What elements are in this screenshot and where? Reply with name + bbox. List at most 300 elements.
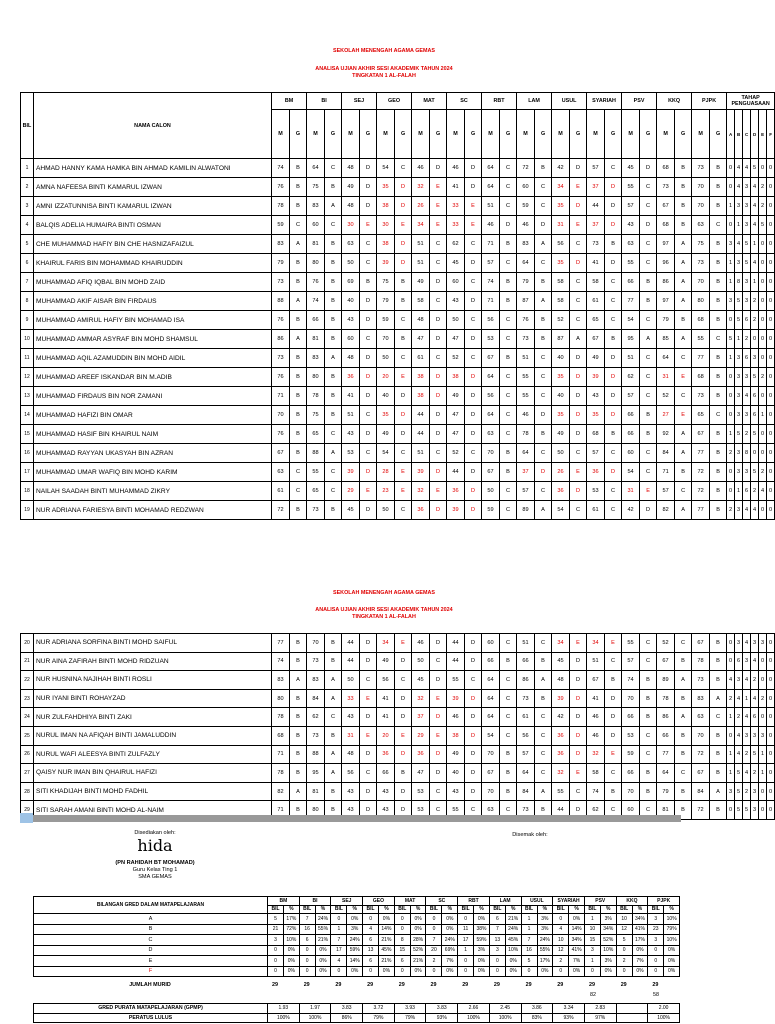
mark-cell: 43 — [622, 216, 640, 235]
mark-cell: 44 — [587, 197, 605, 216]
tahap-cell: 5 — [727, 330, 735, 349]
summary-count: 0 — [299, 945, 315, 956]
grade-cell: B — [290, 273, 307, 292]
row-number: 10 — [21, 330, 34, 349]
row-number: 27 — [21, 764, 34, 783]
grade-cell: B — [605, 782, 622, 801]
summary-pct: % — [632, 905, 648, 914]
mark-cell: 83 — [307, 197, 325, 216]
mark-cell: 72 — [692, 463, 710, 482]
mark-cell: 70 — [377, 330, 395, 349]
mark-cell: 44 — [552, 801, 570, 820]
summary-percent: 0% — [505, 956, 521, 967]
summary-count: 0 — [426, 914, 442, 925]
tahap-cell: 6 — [735, 652, 743, 671]
grade-cell: C — [465, 801, 482, 820]
col-g: G — [675, 110, 692, 159]
tahap-cell: 0 — [767, 801, 775, 820]
summary-percent: 41% — [569, 945, 585, 956]
col-tahap: TAHAP PENGUASAAN — [727, 93, 775, 110]
grade-cell: D — [430, 764, 447, 783]
grade-cell: C — [535, 197, 552, 216]
mark-cell: 55 — [447, 671, 465, 690]
grade-cell: B — [325, 726, 342, 745]
grade-cell: B — [605, 330, 622, 349]
grade-cell: C — [710, 708, 727, 727]
grade-cell: D — [395, 178, 412, 197]
grade-cell: B — [325, 235, 342, 254]
mark-cell: 43 — [342, 782, 360, 801]
mark-cell: 40 — [447, 764, 465, 783]
jumlah-value: 29 — [525, 982, 532, 988]
grade-cell: B — [325, 406, 342, 425]
summary-percent: 41% — [632, 924, 648, 935]
grade-cell: E — [465, 197, 482, 216]
mark-cell: 58 — [587, 764, 605, 783]
grade-cell: C — [710, 216, 727, 235]
summary-count: 0 — [489, 966, 505, 977]
summary-count: 12 — [553, 945, 569, 956]
tahap-cell: 0 — [759, 254, 767, 273]
mark-cell: 66 — [622, 273, 640, 292]
mark-cell: 43 — [377, 801, 395, 820]
summary-percent: 34% — [600, 924, 616, 935]
tahap-cell: 4 — [735, 745, 743, 764]
summary-count: 0 — [268, 966, 284, 977]
tahap-cell: 2 — [735, 708, 743, 727]
mark-cell: 76 — [272, 425, 290, 444]
grade-cell: B — [710, 764, 727, 783]
mark-cell: 42 — [622, 501, 640, 520]
mark-cell: 81 — [307, 782, 325, 801]
grade-cell: B — [710, 652, 727, 671]
tahap-cell: 4 — [735, 235, 743, 254]
mark-cell: 37 — [587, 178, 605, 197]
grade-cell: E — [605, 634, 622, 653]
grade-cell: B — [675, 652, 692, 671]
grade-cell: C — [675, 764, 692, 783]
table-row — [21, 726, 775, 745]
mark-cell: 61 — [587, 292, 605, 311]
grade-cell: E — [570, 634, 587, 653]
mark-cell: 59 — [377, 311, 395, 330]
jumlah-value: 29 — [652, 982, 659, 988]
grade-cell: C — [640, 726, 657, 745]
row-number: 6 — [21, 254, 34, 273]
tahap-cell: 2 — [743, 745, 751, 764]
mark-cell: 78 — [517, 425, 535, 444]
tahap-cell: 5 — [735, 782, 743, 801]
col-m: M — [587, 110, 605, 159]
mark-cell: 41 — [447, 178, 465, 197]
mark-cell: 30 — [342, 216, 360, 235]
summary-count: 13 — [489, 935, 505, 946]
mark-cell: 72 — [517, 159, 535, 178]
summary-row — [34, 924, 680, 935]
summary-percent: 10% — [664, 914, 680, 925]
col-subject: SC — [447, 93, 482, 110]
grade-cell: A — [535, 292, 552, 311]
summary-count: 1 — [458, 945, 474, 956]
grade-cell: D — [605, 387, 622, 406]
table-row — [21, 634, 775, 653]
grade-cell: D — [430, 745, 447, 764]
summary-count: 4 — [331, 956, 347, 967]
mark-cell: 64 — [657, 764, 675, 783]
mark-cell: 39 — [447, 501, 465, 520]
tahap-cell: 3 — [751, 782, 759, 801]
grade-cell: A — [535, 235, 552, 254]
grade-cell: A — [710, 782, 727, 801]
mark-cell: 73 — [657, 178, 675, 197]
mark-cell: 51 — [412, 235, 430, 254]
tahap-cell: 5 — [735, 764, 743, 783]
mark-cell: 34 — [552, 634, 570, 653]
grade-cell: E — [430, 216, 447, 235]
tahap-cell: 0 — [751, 444, 759, 463]
grade-cell: A — [290, 330, 307, 349]
summary-count: 0 — [648, 945, 664, 956]
mark-cell: 36 — [377, 745, 395, 764]
grade-cell: B — [360, 273, 377, 292]
mark-cell: 80 — [307, 254, 325, 273]
mark-cell: 57 — [517, 482, 535, 501]
summary-percent: 7% — [569, 956, 585, 967]
mark-cell: 36 — [552, 482, 570, 501]
mark-cell: 70 — [622, 689, 640, 708]
col-subject: SYARIAH — [587, 93, 622, 110]
gray-bar — [33, 815, 681, 822]
tahap-cell: 6 — [743, 482, 751, 501]
tahap-cell: 3 — [727, 292, 735, 311]
grade-cell: B — [500, 235, 517, 254]
grade-cell: B — [535, 311, 552, 330]
grade-cell: D — [605, 463, 622, 482]
summary-count: 3 — [584, 945, 600, 956]
grade-cell: B — [290, 652, 307, 671]
mark-cell: 89 — [657, 671, 675, 690]
summary-bil: BIL — [521, 905, 537, 914]
summary-pct: % — [664, 905, 680, 914]
mark-cell: 63 — [482, 801, 500, 820]
grade-cell: B — [640, 273, 657, 292]
tahap-cell: 4 — [743, 671, 751, 690]
mark-cell: 40 — [342, 292, 360, 311]
mark-cell: 73 — [517, 801, 535, 820]
mark-cell: 32 — [412, 689, 430, 708]
mark-cell: 43 — [342, 708, 360, 727]
grade-cell: C — [535, 254, 552, 273]
mark-cell: 44 — [412, 406, 430, 425]
tahap-cell: 3 — [735, 349, 743, 368]
mark-cell: 63 — [482, 425, 500, 444]
grade-cell: B — [500, 349, 517, 368]
grade-cell: A — [325, 349, 342, 368]
mark-cell: 39 — [342, 463, 360, 482]
mark-cell: 88 — [272, 292, 290, 311]
gpmp-value: 3.34 — [553, 1004, 585, 1014]
col-g: G — [430, 110, 447, 159]
mark-cell: 48 — [342, 745, 360, 764]
mark-cell: 38 — [447, 726, 465, 745]
grade-cell: B — [710, 197, 727, 216]
grade-cell: C — [500, 330, 517, 349]
mark-cell: 67 — [657, 197, 675, 216]
grade-cell: C — [640, 652, 657, 671]
mark-cell: 57 — [622, 197, 640, 216]
col-g: G — [500, 110, 517, 159]
gpmp-value: 2.66 — [458, 1004, 490, 1014]
summary-percent: 24% — [537, 935, 553, 946]
summary-count: 0 — [363, 914, 379, 925]
mark-cell: 73 — [272, 273, 290, 292]
summary-percent: 14% — [379, 924, 395, 935]
summary-count: 17 — [458, 935, 474, 946]
summary-percent: 24% — [505, 924, 521, 935]
grade-cell: A — [535, 782, 552, 801]
summary-percent: 34% — [569, 935, 585, 946]
tahap-cell: 2 — [743, 425, 751, 444]
grade-cell: B — [710, 254, 727, 273]
mark-cell: 46 — [587, 726, 605, 745]
grade-cell: D — [430, 406, 447, 425]
grade-cell: D — [395, 801, 412, 820]
tahap-cell: 0 — [767, 178, 775, 197]
mark-cell: 30 — [377, 216, 395, 235]
row-number: 15 — [21, 425, 34, 444]
grade-cell: E — [395, 368, 412, 387]
grade-cell: B — [290, 349, 307, 368]
student-name: MUHAMMAD AKIF AISAR BIN FIRDAUS — [34, 292, 272, 311]
grade-cell: D — [465, 652, 482, 671]
grade-cell: B — [675, 178, 692, 197]
summary-percent: 14% — [569, 924, 585, 935]
grade-cell: A — [675, 254, 692, 273]
mark-cell: 55 — [552, 782, 570, 801]
grade-cell: B — [675, 726, 692, 745]
summary-row — [34, 956, 680, 967]
grade-cell: E — [570, 178, 587, 197]
summary-percent: 0% — [664, 966, 680, 977]
grade-cell: D — [570, 689, 587, 708]
grade-cell: D — [360, 708, 377, 727]
grade-cell: D — [465, 764, 482, 783]
mark-cell: 64 — [307, 159, 325, 178]
grade-cell: C — [395, 159, 412, 178]
tahap-cell: 4 — [743, 764, 751, 783]
col-g: G — [640, 110, 657, 159]
summary-count: 0 — [648, 956, 664, 967]
student-name: CHE MUHAMMAD HAFIY BIN CHE HASNIZAFAIZUL — [34, 235, 272, 254]
grade-cell: B — [290, 708, 307, 727]
summary-percent: 0% — [664, 956, 680, 967]
tahap-cell: 3 — [743, 463, 751, 482]
lulus-value: 79% — [394, 1013, 426, 1023]
mark-cell: 37 — [517, 463, 535, 482]
grade-cell: C — [325, 425, 342, 444]
row-number: 21 — [21, 652, 34, 671]
col-subject: MAT — [412, 93, 447, 110]
mark-cell: 78 — [272, 708, 290, 727]
tahap-cell: 0 — [767, 349, 775, 368]
summary-percent: 24% — [315, 914, 331, 925]
student-name: NAILAH SAADAH BINTI MUHAMMAD ZIKRY — [34, 482, 272, 501]
grade-cell: C — [605, 801, 622, 820]
summary-percent: 0% — [505, 966, 521, 977]
tahap-cell: 8 — [735, 273, 743, 292]
grade-cell: B — [675, 159, 692, 178]
summary-gpmp-row — [34, 1004, 680, 1014]
summary-count: 2 — [553, 956, 569, 967]
tahap-cell: 4 — [727, 671, 735, 690]
grade-cell: D — [360, 745, 377, 764]
summary-count: 7 — [489, 924, 505, 935]
mark-cell: 39 — [377, 254, 395, 273]
summary-percent: 0% — [410, 924, 426, 935]
mark-cell: 45 — [342, 501, 360, 520]
gpmp-value: 2.83 — [584, 1004, 616, 1014]
mark-cell: 34 — [377, 634, 395, 653]
grade-cell: C — [605, 311, 622, 330]
exam-title: ANALISA UJIAN AKHIR SESI AKADEMIK TAHUN 2024 — [315, 66, 453, 72]
grade-cell: B — [675, 197, 692, 216]
mark-cell: 49 — [377, 425, 395, 444]
mark-cell: 39 — [552, 689, 570, 708]
grade-cell: D — [465, 782, 482, 801]
col-tahap-grade: A — [727, 110, 735, 159]
mark-cell: 50 — [552, 444, 570, 463]
mark-cell: 60 — [447, 273, 465, 292]
mark-cell: 83 — [272, 235, 290, 254]
mark-cell: 95 — [307, 764, 325, 783]
grade-cell: D — [605, 708, 622, 727]
tahap-cell: 4 — [751, 216, 759, 235]
grade-cell: E — [430, 482, 447, 501]
mark-cell: 27 — [657, 406, 675, 425]
grade-cell: B — [535, 801, 552, 820]
mark-cell: 52 — [447, 349, 465, 368]
table-row — [21, 782, 775, 801]
grade-cell: D — [465, 387, 482, 406]
grade-cell: C — [500, 708, 517, 727]
grade-cell: D — [465, 463, 482, 482]
results-table-1 — [20, 92, 775, 520]
tahap-cell: 3 — [743, 726, 751, 745]
summary-count: 5 — [521, 956, 537, 967]
grade-cell: C — [640, 801, 657, 820]
col-m: M — [447, 110, 465, 159]
summary-percent: 3% — [537, 914, 553, 925]
mark-cell: 65 — [307, 425, 325, 444]
grade-cell: B — [535, 330, 552, 349]
mark-cell: 80 — [307, 368, 325, 387]
grade-cell: B — [675, 216, 692, 235]
mark-cell: 48 — [342, 349, 360, 368]
summary-count: 0 — [331, 966, 347, 977]
row-number: 22 — [21, 671, 34, 690]
grade-cell: C — [675, 634, 692, 653]
mark-cell: 51 — [517, 634, 535, 653]
col-g: G — [290, 110, 307, 159]
prepared-label: Disediakan oleh: — [134, 830, 176, 836]
summary-percent: 0% — [474, 966, 490, 977]
grade-cell: D — [430, 671, 447, 690]
grade-cell: B — [710, 801, 727, 820]
tahap-cell: 0 — [767, 708, 775, 727]
grade-cell: A — [675, 273, 692, 292]
mark-cell: 75 — [692, 235, 710, 254]
tahap-cell: 2 — [759, 463, 767, 482]
grade-cell: D — [465, 292, 482, 311]
tahap-cell: 0 — [727, 634, 735, 653]
preparer-role: Guru Kelas Ting 1 — [132, 867, 178, 873]
student-name: AMNI IZZATUNNISA BINTI KAMARUL IZWAN — [34, 197, 272, 216]
grade-cell: A — [710, 689, 727, 708]
mark-cell: 97 — [657, 292, 675, 311]
tahap-cell: 0 — [759, 235, 767, 254]
grade-cell: D — [640, 216, 657, 235]
student-name: MUHAMMAD HAFIZI BIN OMAR — [34, 406, 272, 425]
mark-cell: 50 — [377, 501, 395, 520]
grade-cell: D — [535, 216, 552, 235]
grade-cell: B — [290, 501, 307, 520]
mark-cell: 63 — [692, 708, 710, 727]
table-row — [21, 501, 775, 520]
mark-cell: 55 — [517, 387, 535, 406]
grade-cell: C — [465, 235, 482, 254]
mark-cell: 78 — [272, 764, 290, 783]
tahap-cell: 0 — [767, 745, 775, 764]
summary-pct: % — [474, 905, 490, 914]
grade-cell: B — [640, 406, 657, 425]
mark-cell: 57 — [482, 254, 500, 273]
mark-cell: 53 — [412, 782, 430, 801]
grade-cell: B — [500, 463, 517, 482]
grade-cell: C — [430, 292, 447, 311]
student-name: NUR ADRIANA SORFINA BINTI MOHD SAIFUL — [34, 634, 272, 653]
grade-cell: B — [710, 671, 727, 690]
tahap-cell: 2 — [727, 689, 735, 708]
tahap-cell: 3 — [759, 634, 767, 653]
grade-cell: B — [500, 273, 517, 292]
mark-cell: 28 — [377, 463, 395, 482]
grade-cell: D — [430, 159, 447, 178]
summary-count: 4 — [553, 924, 569, 935]
mark-cell: 35 — [587, 406, 605, 425]
tahap-cell: 0 — [759, 159, 767, 178]
summary-bil: BIL — [584, 905, 600, 914]
tahap-cell: 0 — [767, 782, 775, 801]
summary-pct: % — [442, 905, 458, 914]
grade-cell: B — [710, 311, 727, 330]
grade-cell: D — [465, 425, 482, 444]
mark-cell: 73 — [587, 235, 605, 254]
grade-cell: C — [570, 782, 587, 801]
grade-cell: C — [500, 368, 517, 387]
table-row — [21, 311, 775, 330]
tahap-cell: 8 — [743, 444, 751, 463]
tahap-cell: 3 — [751, 726, 759, 745]
mark-cell: 57 — [622, 387, 640, 406]
grade-cell: C — [605, 444, 622, 463]
mark-cell: 83 — [517, 235, 535, 254]
table-row — [21, 689, 775, 708]
tahap-cell: 0 — [727, 178, 735, 197]
grade-cell: C — [605, 292, 622, 311]
summary-count: 7 — [331, 935, 347, 946]
grade-cell: C — [570, 444, 587, 463]
table-row — [21, 330, 775, 349]
